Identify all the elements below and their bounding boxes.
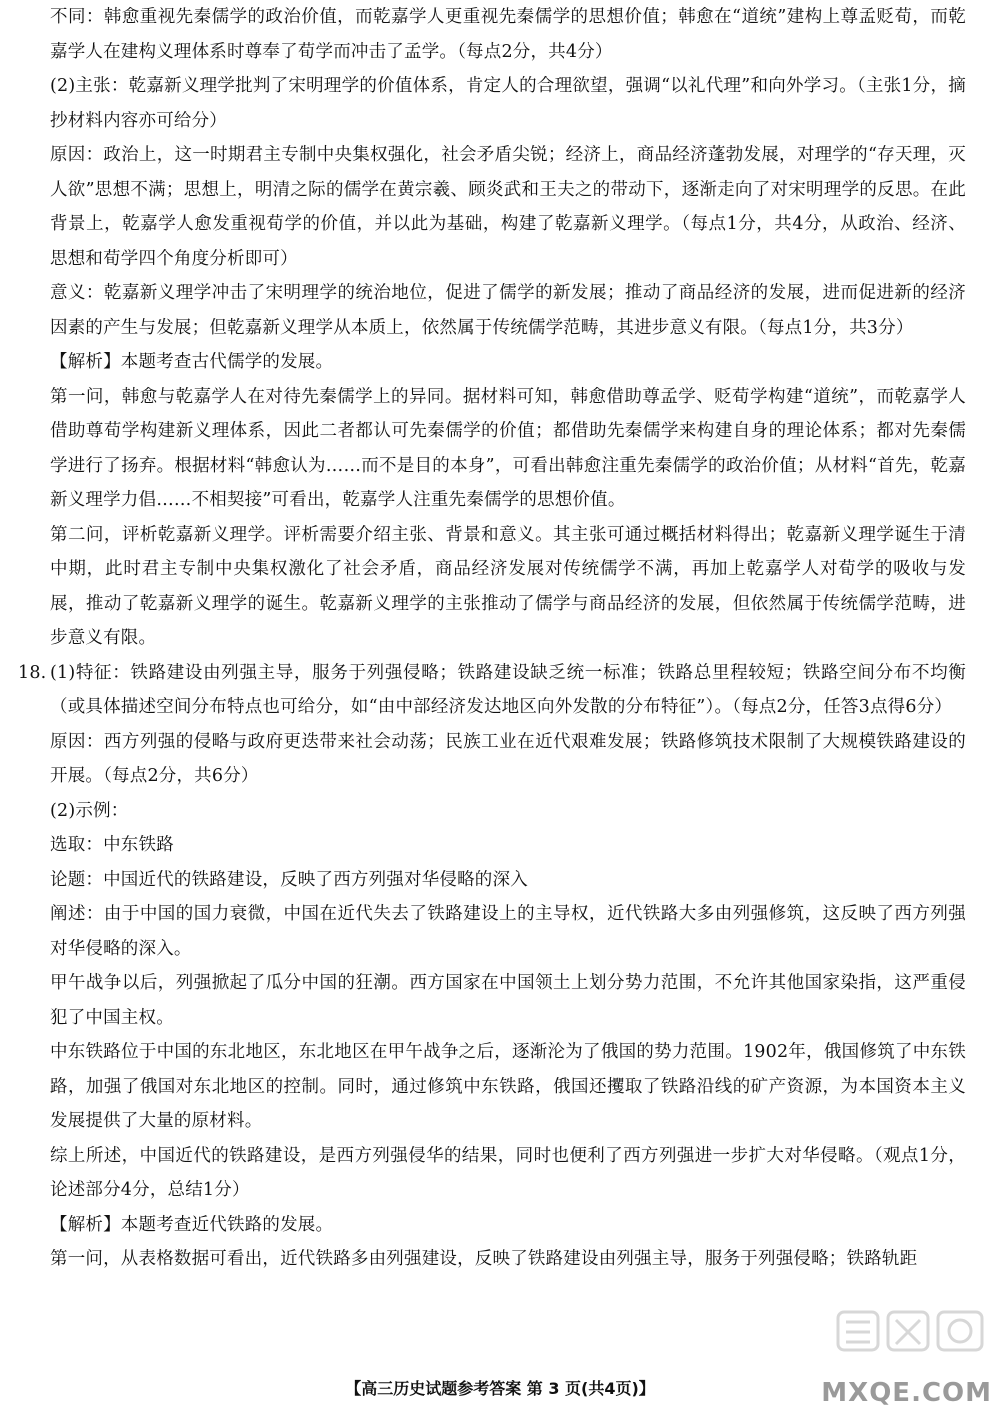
paragraph-q18-analysis-q1: 第一问，从表格数据可看出，近代铁路多由列强建设，反映了铁路建设由列强主导，服务于列强侵略；铁路轨距 — [50, 1249, 918, 1269]
paragraph-q18-analysis-heading: 【解析】本题考查近代铁路的发展。 — [50, 1214, 334, 1235]
paragraph-q18-example: (2)示例： — [50, 800, 129, 821]
paragraph-q18-elaboration: 阐述：由于中国的国力衰微，中国在近代失去了铁路建设上的主导权，近代铁路大多由列强修筑，这反映了西方列强对华侵略的深入。 — [50, 904, 966, 959]
paragraph-analysis-q2: 第二问，评析乾嘉新义理学。评析需要介绍主张、背景和意义。其主张可通过概括材料得出；乾嘉新义理学诞生于清中期，此时君主专制中央集权激化了社会矛盾，商品经济发展对传统儒学不满，再加上乾嘉学人对荀学的吸收与发展，推动了乾嘉新义理学的诞生。乾嘉新义理学的主张推动了儒学与商品经济的发展，但依然属于传统儒学范畴，进步意义有限。 — [50, 524, 966, 648]
question-number: 18. — [18, 662, 47, 683]
paragraph-q18-thesis: 论题：中国近代的铁路建设，反映了西方列强对华侵略的深入 — [50, 869, 528, 890]
paragraph-q18-summary: 综上所述，中国近代的铁路建设，是西方列强侵华的结果，同时也便利了西方列强进一步扩大对华侵略。（观点1分，论述部分4分，总结1分） — [50, 1145, 966, 1200]
answer-content — [18, 0, 966, 1277]
paragraph-q18-features: (1)特征：铁路建设由列强主导，服务于列强侵略；铁路建设缺乏统一标准；铁路总里程较短；铁路空间分布不均衡（或具体描述空间分布特点也可给分，如“由中部经济发达地区向外发散的分布特征”）。（每点2分，任答3点得6分） — [50, 662, 966, 717]
paragraph-difference: 不同：韩愈重视先秦儒学的政治价值，而乾嘉学人更重视先秦儒学的思想价值；韩愈在“道统”建构上尊孟贬荀，而乾嘉学人在建构义理体系时尊奉了荀学而冲击了孟学。（每点2分，共4分） — [50, 7, 966, 62]
paragraph-analysis-heading: 【解析】本题考查古代儒学的发展。 — [50, 352, 334, 372]
question-18 — [18, 656, 966, 725]
paragraph-analysis-q1: 第一问，韩愈与乾嘉学人在对待先秦儒学上的异同。据材料可知，韩愈借助尊孟学、贬荀学构建“道统”，而乾嘉学人借助尊荀学构建新义理体系，因此二者都认可先秦儒学的价值；都借助先秦儒学来构建自身的理论体系；都对先秦儒学进行了扬弃。根据材料“韩愈认为……而不是目的本身”，可看出韩愈注重先秦儒学的政治价值；从材料“首先，乾嘉新义理学力倡……不相契接”可看出，乾嘉学人注重先秦儒学的思想价值。 — [50, 386, 966, 510]
paragraph-q2-stance: (2)主张：乾嘉新义理学批判了宋明理学的价值体系，肯定人的合理欲望，强调“以礼代理”和向外学习。（主张1分，摘抄材料内容亦可给分） — [50, 76, 966, 131]
paragraph-q18-railway: 中东铁路位于中国的东北地区，东北地区在甲午战争之后，逐渐沦为了俄国的势力范围。1902年，俄国修筑了中东铁路，加强了俄国对东北地区的控制。同时，通过修筑中东铁路，俄国还攫取了铁路沿线的矿产资源，为本国资本主义发展提供了大量的原材料。 — [50, 1042, 966, 1131]
paragraph-q2-reason: 原因：政治上，这一时期君主专制中央集权强化，社会矛盾尖锐；经济上，商品经济蓬勃发展，对理学的“存天理，灭人欲”思想不满；思想上，明清之际的儒学在黄宗羲、顾炎武和王夫之的带动下，逐渐走向了对宋明理学的反思。在此背景上，乾嘉学人愈发重视荀学的价值，并以此为基础，构建了乾嘉新义理学。（每点1分，共4分，从政治、经济、思想和荀学四个角度分析即可） — [50, 145, 966, 269]
paragraph-q18-partition: 甲午战争以后，列强掀起了瓜分中国的狂潮。西方国家在中国领土上划分势力范围，不允许其他国家染指，这严重侵犯了中国主权。 — [50, 973, 966, 1028]
page-footer: 【高三历史试题参考答案 第 3 页(共4页)】 — [345, 1379, 655, 1398]
paragraph-q18-reason: 原因：西方列强的侵略与政府更迭带来社会动荡；民族工业在近代艰难发展；铁路修筑技术限制了大规模铁路建设的开展。（每点2分，共6分） — [50, 731, 966, 786]
paragraph-q2-significance: 意义：乾嘉新义理学冲击了宋明理学的统治地位，促进了儒学的新发展；推动了商品经济的发展，进而促进新的经济因素的产生与发展；但乾嘉新义理学从本质上，依然属于传统儒学范畴，其进步意义有限。（每点1分，共3分） — [50, 283, 966, 338]
paragraph-q18-choice: 选取：中东铁路 — [50, 835, 174, 855]
watermark-text: MXQE.COM — [821, 1378, 992, 1408]
